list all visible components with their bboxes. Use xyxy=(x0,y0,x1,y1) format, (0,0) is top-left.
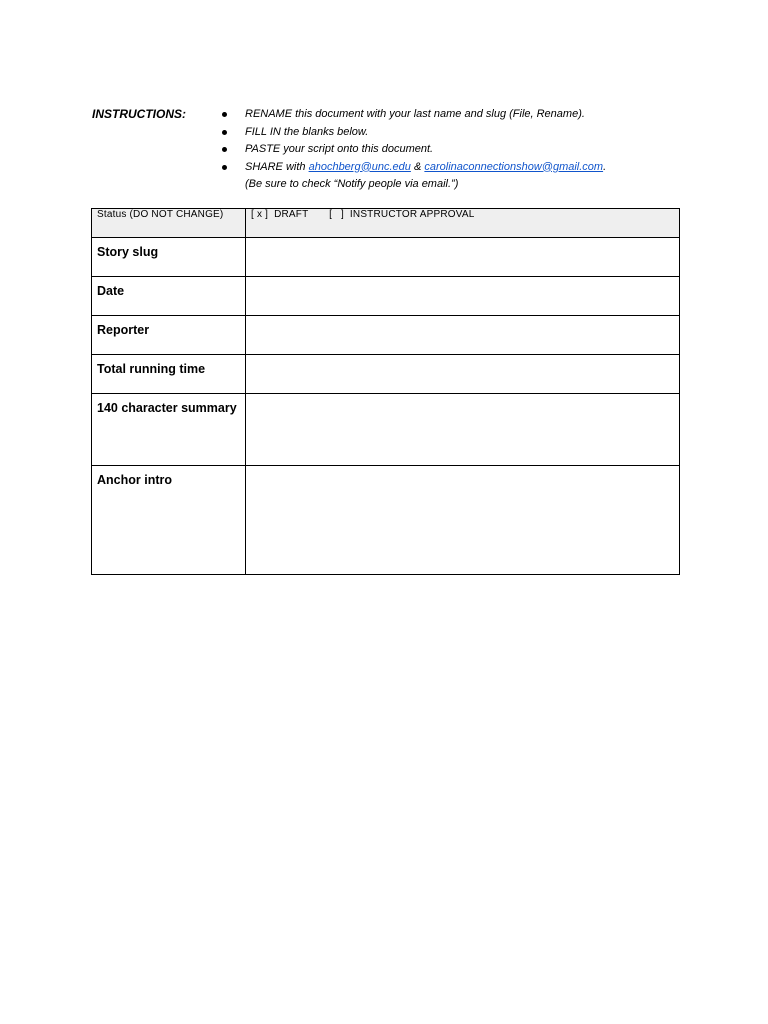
reporter-field[interactable] xyxy=(246,316,680,355)
share-separator: & xyxy=(413,160,422,173)
bullet-icon xyxy=(222,130,227,135)
story-slug-field[interactable] xyxy=(246,238,680,277)
story-form-table xyxy=(91,208,680,575)
instruction-item-paste xyxy=(222,141,692,159)
share-prefix: SHARE with xyxy=(245,160,306,173)
bullet-icon xyxy=(222,112,227,117)
row-label: Anchor intro xyxy=(92,466,246,575)
instruction-text: PASTE your script onto this document. xyxy=(245,143,434,155)
status-row xyxy=(92,209,680,238)
row-label: 140 character summary xyxy=(92,394,246,466)
instruction-text: FILL IN the blanks below. xyxy=(245,125,369,138)
form-row-story-slug xyxy=(92,238,680,277)
summary-field[interactable] xyxy=(246,394,680,466)
anchor-intro-field[interactable] xyxy=(246,466,680,575)
instruction-item-fill xyxy=(222,124,692,142)
row-label: Date xyxy=(92,277,246,316)
instruction-note: (Be sure to check “Notify people via email.”) xyxy=(245,178,459,190)
instruction-item-rename xyxy=(222,106,692,124)
status-label: Status (DO NOT CHANGE) xyxy=(92,209,246,238)
row-label: Reporter xyxy=(92,316,246,355)
form-row-running-time xyxy=(92,355,680,394)
row-label: Total running time xyxy=(92,355,246,394)
row-label: Story slug xyxy=(92,238,246,277)
share-suffix: . xyxy=(603,160,607,173)
instructions-list xyxy=(222,106,692,194)
running-time-field[interactable] xyxy=(246,355,680,394)
form-row-reporter xyxy=(92,316,680,355)
form-row-anchor-intro xyxy=(92,466,680,575)
form-row-date xyxy=(92,277,680,316)
email-link-instructor[interactable]: ahochberg@unc.edu xyxy=(308,160,411,173)
instruction-item-share xyxy=(222,159,692,177)
date-field[interactable] xyxy=(246,277,680,316)
instructions-heading: INSTRUCTIONS: xyxy=(92,107,186,121)
email-link-show[interactable]: carolinaconnectionshow@gmail.com xyxy=(424,160,604,173)
instruction-text: RENAME this document with your last name and slug (File, Rename). xyxy=(245,108,585,120)
bullet-icon xyxy=(222,147,227,152)
form-row-summary xyxy=(92,394,680,466)
status-value: [ x ] DRAFT [ ] INSTRUCTOR APPROVAL xyxy=(246,209,680,238)
bullet-icon xyxy=(222,165,227,170)
